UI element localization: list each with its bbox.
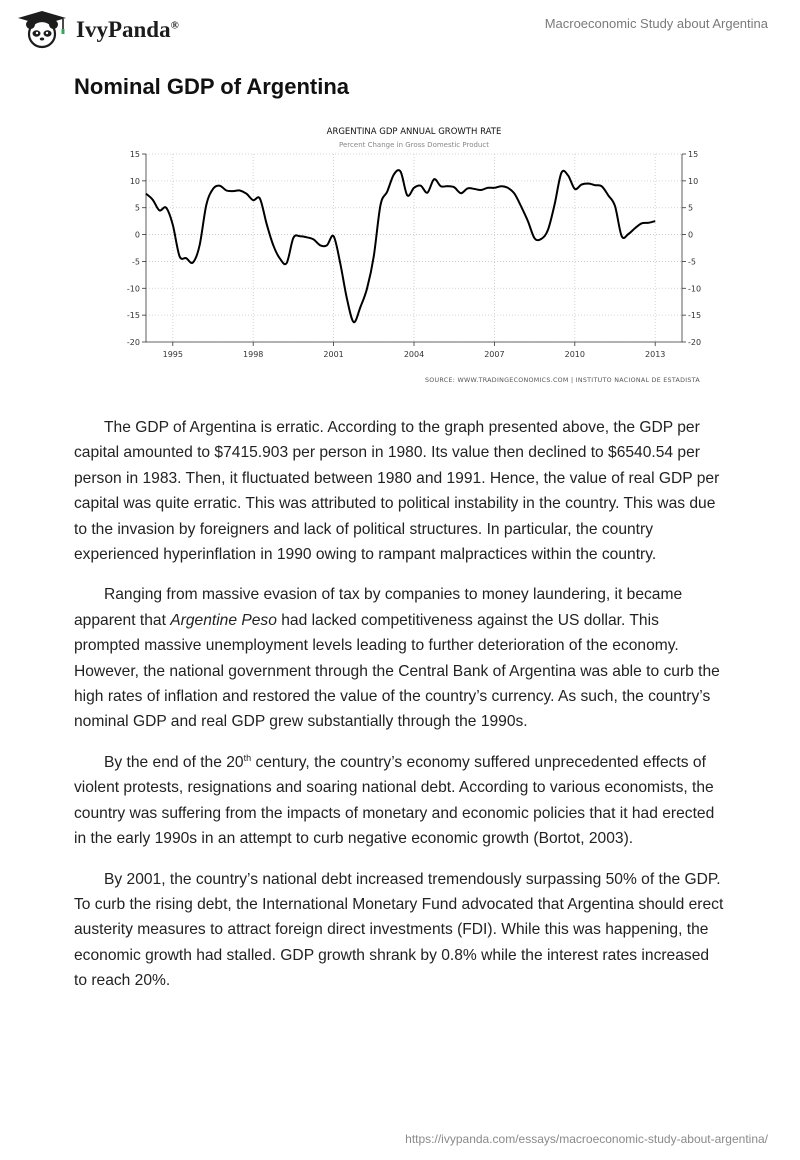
y-tick-label-right: 0 [688, 230, 694, 240]
panda-graduate-icon [14, 10, 70, 50]
y-tick-label-left: 10 [129, 176, 140, 186]
y-tick-label-left: -5 [132, 257, 140, 267]
gdp-growth-chart [108, 122, 718, 390]
paragraph-3: By the end of the 20th century, the country’s economy suffered unprecedented effects of violent protests, resignations and soaring national debt. According to various economists, the country was suffering from the impacts of monetary and economic policies that it had erected in the early 1990s in an attempt to curb negative economic growth (Bortot, 2003). [74, 752, 715, 848]
chart-subtitle: Percent Change in Gross Domestic Product [339, 141, 489, 149]
logo-wordmark: IvyPanda® [76, 17, 179, 42]
y-tick-label-right: 5 [688, 203, 694, 213]
x-tick-label: 2001 [323, 350, 344, 359]
page-title: Nominal GDP of Argentina [74, 74, 350, 99]
ivypanda-logo[interactable] [14, 10, 179, 50]
chart-source: SOURCE: WWW.TRADINGECONOMICS.COM | INSTITUTO NACIONAL DE ESTADISTA [424, 377, 700, 384]
source-url[interactable]: https://ivypanda.com/essays/macroeconomic-study-about-argentina/ [405, 1132, 768, 1146]
y-tick-label-left: 5 [134, 203, 140, 213]
y-tick-label-right: -15 [688, 311, 702, 321]
chart-svg [108, 122, 718, 390]
y-tick-label-left: 15 [129, 150, 140, 159]
document-title: Macroeconomic Study about Argentina [544, 16, 768, 31]
article-body [74, 415, 724, 1009]
emphasis-argentine-peso: Argentine Peso [170, 611, 277, 629]
paragraph-1: The GDP of Argentina is erratic. According to the graph presented above, the GDP per capital amounted to $7415.903 per person in 1980. Its value then declined to $6540.54 per person in 1983. Then, it fluctuated between 1980 and 1991. Hence, the value of real GDP per capital was quite erratic. This was attributed to political instability in the country. This was due to the invasion by foreigners and lack of political structures. In particular, the country experienced hyperinflation in 1990 owing to rampant malpractices within the country. [74, 419, 720, 564]
y-tick-label-left: 0 [134, 230, 140, 240]
x-tick-label: 2007 [484, 350, 505, 359]
page-header [0, 0, 800, 52]
chart-title: ARGENTINA GDP ANNUAL GROWTH RATE [326, 127, 502, 137]
y-tick-label-right: -20 [688, 338, 702, 347]
x-tick-label: 2004 [403, 350, 425, 359]
y-tick-label-left: -20 [126, 338, 140, 347]
y-tick-label-left: -10 [126, 284, 140, 294]
series-line-gdp-growth [146, 170, 655, 322]
x-tick-label: 1995 [162, 350, 183, 359]
y-tick-label-right: -10 [688, 284, 702, 294]
y-tick-label-right: 10 [688, 176, 699, 186]
paragraph-4: By 2001, the country’s national debt increased tremendously surpassing 50% of the GDP. To curb the rising debt, the International Monetary Fund advocated that Argentina should erect austerity measures to attract foreign direct investments (FDI). While this was happening, the economic growth had stalled. GDP growth shrank by 0.8% while the interest rates increased to reach 20%. [74, 870, 724, 990]
y-tick-label-left: -15 [126, 311, 140, 321]
x-tick-label: 2010 [564, 350, 585, 359]
paragraph-2: Ranging from massive evasion of tax by companies to money laundering, it became apparent that Argentine Peso had lacked competitiveness against the US dollar. This prompted massive unemployment levels leading to further deterioration of the economy. However, the national government through the Central Bank of Argentina was able to curb the high rates of inflation and restored the value of the country’s currency. As such, the country’s nominal GDP and real GDP grew substantially through the 1990s. [74, 586, 720, 731]
x-tick-label: 1998 [243, 350, 264, 359]
y-tick-label-right: -5 [688, 257, 696, 267]
y-tick-label-right: 15 [688, 150, 699, 159]
x-tick-label: 2013 [645, 350, 666, 359]
